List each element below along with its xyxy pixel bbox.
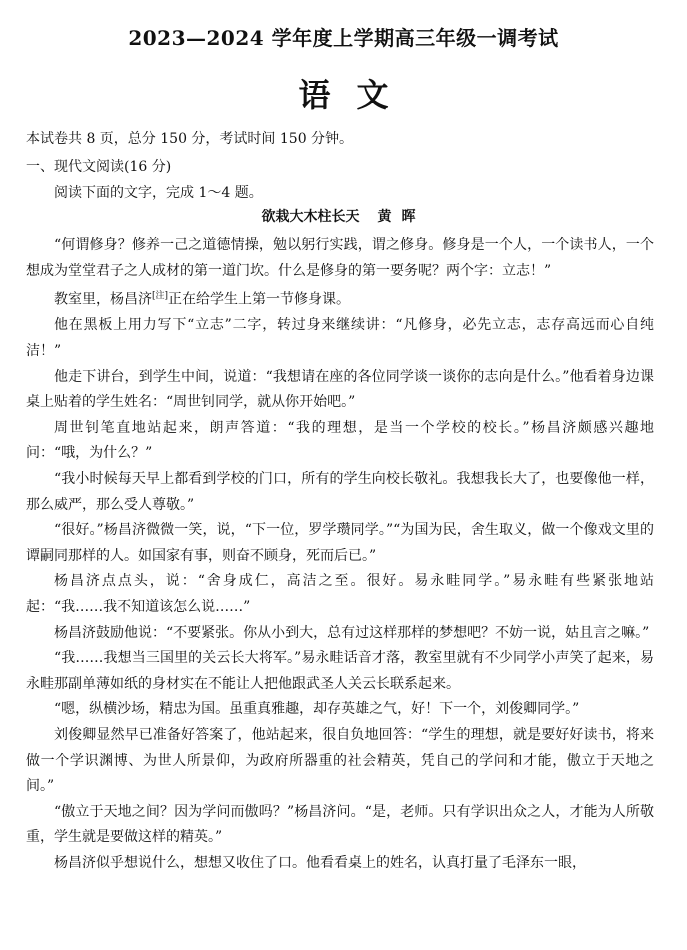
paragraph: “傲立于天地之间？因为学问而傲吗？”杨昌济问。“是，老师。只有学识出众之人，才能为人所敬重，学生就是要做这样的精英。” xyxy=(26,803,654,846)
paragraph: “何谓修身？修养一己之道德情操，勉以躬行实践，谓之修身。修身是一个人，一个读书人，一个想成为堂堂君子之人成材的第一道门坎。什么是修身的第一要务呢？两个字：立志！” xyxy=(26,237,654,279)
section-prompt: 阅读下面的文字，完成 1～4 题。 xyxy=(54,185,263,201)
article-title: 欲栽大木柱长天 xyxy=(261,209,360,225)
article-body xyxy=(26,233,654,877)
exam-title: 2023—2024 学年度上学期高三年级一调考试 xyxy=(128,26,559,50)
footnote-mark: [注] xyxy=(152,291,169,302)
paragraph: “嗯，纵横沙场，精忠为国。虽重真雅趣，却存英雄之气，好！下一个，刘俊卿同学。” xyxy=(54,701,580,718)
paragraph: 他在黑板上用力写下“立志”二字，转过身来继续讲：“凡修身，必先立志，志存高远而心自纯洁！” xyxy=(26,317,654,360)
article-title-line xyxy=(0,206,687,226)
paragraph: 杨昌济鼓励他说：“不要紧张。你从小到大，总有过这样那样的梦想吧？不妨一说，姑且言之嘛。” xyxy=(54,624,650,641)
paragraph-text: 教室里，杨昌济 xyxy=(54,291,152,308)
paragraph: 杨昌济似乎想说什么，想想又收住了口。他看看桌上的姓名，认真打量了毛泽东一眼， xyxy=(54,854,586,871)
paragraph: 他走下讲台，到学生中间，说道：“我想请在座的各位同学谈一谈你的志向是什么。”他看着身边课桌上贴着的学生姓名：“周世钊同学，就从你开始吧。” xyxy=(26,368,654,411)
paragraph xyxy=(26,284,654,313)
paragraph-text: 正在给学生上第一节修身课。 xyxy=(168,291,351,308)
paragraph: 杨昌济点点头，说：“舍身成仁，高洁之至。很好。易永畦同学。”易永畦有些紧张地站起：“我……我不知道该怎么说……” xyxy=(26,573,654,615)
article-author: 黄晖 xyxy=(377,209,426,225)
paragraph: “我……我想当三国里的关云长大将军。”易永畦话音才落，教室里就有不少同学小声笑了起来，易永畦那副单薄如纸的身材实在不能让人把他跟武圣人关云长联系起来。 xyxy=(26,650,654,692)
paragraph: “我小时候每天早上都看到学校的门口，所有的学生向校长敬礼。我想我长大了，也要像他一样，那么威严，那么受人尊敬。” xyxy=(26,471,654,513)
paragraph: 周世钊笔直地站起来，朗声答道：“我的理想，是当一个学校的校长。”杨昌济颇感兴趣地问：“哦，为什么？” xyxy=(26,419,654,462)
section-heading: 一、现代文阅读(16 分) xyxy=(26,159,172,175)
paragraph: “很好。”杨昌济微微一笑，说，“下一位，罗学瓒同学。”“为国为民，舍生取义，做一个像戏文里的谭嗣同那样的人。如国家有事，则奋不顾身，死而后已。” xyxy=(26,522,654,564)
exam-instructions: 本试卷共 8 页，总分 150 分，考试时间 150 分钟。 xyxy=(26,131,354,147)
paragraph: 刘俊卿显然早已准备好答案了，他站起来，很自负地回答：“学生的理想，就是要好好读书，将来做一个学识渊博、为世人所景仰，为政府所器重的社会精英，凭自己的学问和才能，傲立于天地之间。” xyxy=(26,726,654,795)
subject-title: 语文 xyxy=(298,76,415,114)
